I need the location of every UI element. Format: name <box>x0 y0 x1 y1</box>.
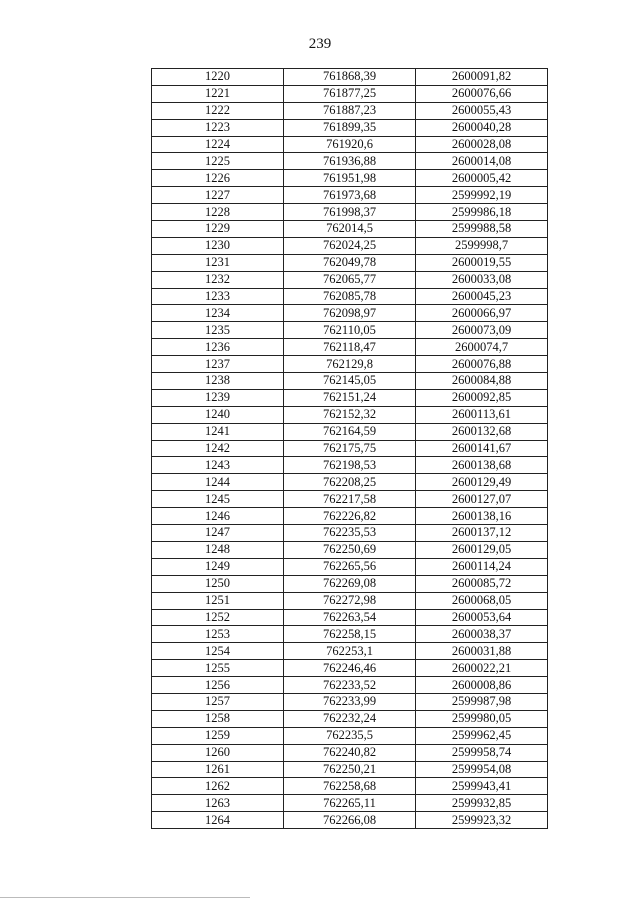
table-row <box>152 85 548 102</box>
point-number-cell: 1258 <box>152 710 284 727</box>
point-number-cell: 1254 <box>152 643 284 660</box>
y-coordinate-cell: 2599962,45 <box>416 727 548 744</box>
point-number-cell: 1261 <box>152 761 284 778</box>
y-coordinate-cell: 2600028,08 <box>416 136 548 153</box>
table-row <box>152 440 548 457</box>
y-coordinate-cell: 2600068,05 <box>416 592 548 609</box>
x-coordinate-cell: 761998,37 <box>284 204 416 221</box>
y-coordinate-cell: 2599988,58 <box>416 221 548 238</box>
point-number-cell: 1250 <box>152 575 284 592</box>
point-number-cell: 1248 <box>152 541 284 558</box>
point-number-cell: 1226 <box>152 170 284 187</box>
x-coordinate-cell: 762024,25 <box>284 237 416 254</box>
x-coordinate-cell: 762151,24 <box>284 389 416 406</box>
table-row <box>152 373 548 390</box>
point-number-cell: 1230 <box>152 237 284 254</box>
y-coordinate-cell: 2600132,68 <box>416 423 548 440</box>
x-coordinate-cell: 762065,77 <box>284 271 416 288</box>
table-row <box>152 525 548 542</box>
y-coordinate-cell: 2600114,24 <box>416 558 548 575</box>
point-number-cell: 1223 <box>152 119 284 136</box>
y-coordinate-cell: 2600091,82 <box>416 69 548 86</box>
point-number-cell: 1234 <box>152 305 284 322</box>
x-coordinate-cell: 761868,39 <box>284 69 416 86</box>
x-coordinate-cell: 762175,75 <box>284 440 416 457</box>
table-row <box>152 119 548 136</box>
y-coordinate-cell: 2600066,97 <box>416 305 548 322</box>
y-coordinate-cell: 2600129,05 <box>416 541 548 558</box>
point-number-cell: 1225 <box>152 153 284 170</box>
y-coordinate-cell: 2600073,09 <box>416 322 548 339</box>
x-coordinate-cell: 762263,54 <box>284 609 416 626</box>
x-coordinate-cell: 762266,08 <box>284 812 416 829</box>
table-row <box>152 508 548 525</box>
table-row <box>152 69 548 86</box>
table-row <box>152 693 548 710</box>
x-coordinate-cell: 761877,25 <box>284 85 416 102</box>
coordinates-table <box>151 68 548 829</box>
x-coordinate-cell: 762233,99 <box>284 693 416 710</box>
point-number-cell: 1228 <box>152 204 284 221</box>
y-coordinate-cell: 2600138,68 <box>416 457 548 474</box>
x-coordinate-cell: 762226,82 <box>284 508 416 525</box>
coordinates-table-body <box>152 69 548 829</box>
table-row <box>152 204 548 221</box>
table-row <box>152 423 548 440</box>
y-coordinate-cell: 2600014,08 <box>416 153 548 170</box>
x-coordinate-cell: 762250,69 <box>284 541 416 558</box>
point-number-cell: 1264 <box>152 812 284 829</box>
table-row <box>152 221 548 238</box>
table-row <box>152 761 548 778</box>
x-coordinate-cell: 762164,59 <box>284 423 416 440</box>
y-coordinate-cell: 2600031,88 <box>416 643 548 660</box>
table-row <box>152 153 548 170</box>
point-number-cell: 1233 <box>152 288 284 305</box>
y-coordinate-cell: 2599987,98 <box>416 693 548 710</box>
y-coordinate-cell: 2599954,08 <box>416 761 548 778</box>
table-row <box>152 660 548 677</box>
point-number-cell: 1229 <box>152 221 284 238</box>
table-row <box>152 356 548 373</box>
point-number-cell: 1239 <box>152 389 284 406</box>
table-row <box>152 457 548 474</box>
y-coordinate-cell: 2599998,7 <box>416 237 548 254</box>
x-coordinate-cell: 761951,98 <box>284 170 416 187</box>
x-coordinate-cell: 762269,08 <box>284 575 416 592</box>
y-coordinate-cell: 2600019,55 <box>416 254 548 271</box>
x-coordinate-cell: 762235,53 <box>284 525 416 542</box>
point-number-cell: 1238 <box>152 373 284 390</box>
x-coordinate-cell: 762250,21 <box>284 761 416 778</box>
table-row <box>152 744 548 761</box>
x-coordinate-cell: 762258,15 <box>284 626 416 643</box>
x-coordinate-cell: 762110,05 <box>284 322 416 339</box>
table-row <box>152 389 548 406</box>
y-coordinate-cell: 2600076,66 <box>416 85 548 102</box>
point-number-cell: 1262 <box>152 778 284 795</box>
table-row <box>152 795 548 812</box>
point-number-cell: 1240 <box>152 406 284 423</box>
point-number-cell: 1231 <box>152 254 284 271</box>
y-coordinate-cell: 2599986,18 <box>416 204 548 221</box>
x-coordinate-cell: 762265,11 <box>284 795 416 812</box>
point-number-cell: 1263 <box>152 795 284 812</box>
point-number-cell: 1243 <box>152 457 284 474</box>
y-coordinate-cell: 2600038,37 <box>416 626 548 643</box>
x-coordinate-cell: 762098,97 <box>284 305 416 322</box>
y-coordinate-cell: 2599932,85 <box>416 795 548 812</box>
point-number-cell: 1235 <box>152 322 284 339</box>
table-row <box>152 643 548 660</box>
y-coordinate-cell: 2600045,23 <box>416 288 548 305</box>
page-edge-line <box>0 897 250 898</box>
page-number: 239 <box>308 36 332 52</box>
table-row <box>152 305 548 322</box>
x-coordinate-cell: 762253,1 <box>284 643 416 660</box>
table-row <box>152 474 548 491</box>
x-coordinate-cell: 761887,23 <box>284 102 416 119</box>
table-row <box>152 626 548 643</box>
y-coordinate-cell: 2599923,32 <box>416 812 548 829</box>
table-row <box>152 237 548 254</box>
point-number-cell: 1221 <box>152 85 284 102</box>
point-number-cell: 1232 <box>152 271 284 288</box>
table-row <box>152 491 548 508</box>
y-coordinate-cell: 2600127,07 <box>416 491 548 508</box>
y-coordinate-cell: 2600040,28 <box>416 119 548 136</box>
y-coordinate-cell: 2600055,43 <box>416 102 548 119</box>
x-coordinate-cell: 762240,82 <box>284 744 416 761</box>
y-coordinate-cell: 2600022,21 <box>416 660 548 677</box>
point-number-cell: 1227 <box>152 187 284 204</box>
point-number-cell: 1253 <box>152 626 284 643</box>
table-row <box>152 558 548 575</box>
x-coordinate-cell: 762198,53 <box>284 457 416 474</box>
x-coordinate-cell: 762208,25 <box>284 474 416 491</box>
y-coordinate-cell: 2599980,05 <box>416 710 548 727</box>
point-number-cell: 1224 <box>152 136 284 153</box>
y-coordinate-cell: 2600084,88 <box>416 373 548 390</box>
table-row <box>152 170 548 187</box>
table-row <box>152 339 548 356</box>
table-row <box>152 710 548 727</box>
table-row <box>152 136 548 153</box>
table-row <box>152 592 548 609</box>
table-row <box>152 322 548 339</box>
y-coordinate-cell: 2600137,12 <box>416 525 548 542</box>
point-number-cell: 1252 <box>152 609 284 626</box>
x-coordinate-cell: 762129,8 <box>284 356 416 373</box>
point-number-cell: 1242 <box>152 440 284 457</box>
table-row <box>152 575 548 592</box>
table-row <box>152 102 548 119</box>
point-number-cell: 1237 <box>152 356 284 373</box>
y-coordinate-cell: 2600076,88 <box>416 356 548 373</box>
point-number-cell: 1256 <box>152 677 284 694</box>
table-row <box>152 271 548 288</box>
y-coordinate-cell: 2600138,16 <box>416 508 548 525</box>
x-coordinate-cell: 762272,98 <box>284 592 416 609</box>
point-number-cell: 1249 <box>152 558 284 575</box>
y-coordinate-cell: 2600033,08 <box>416 271 548 288</box>
table-row <box>152 187 548 204</box>
x-coordinate-cell: 762152,32 <box>284 406 416 423</box>
y-coordinate-cell: 2600074,7 <box>416 339 548 356</box>
table-row <box>152 254 548 271</box>
x-coordinate-cell: 761973,68 <box>284 187 416 204</box>
x-coordinate-cell: 761899,35 <box>284 119 416 136</box>
y-coordinate-cell: 2600008,86 <box>416 677 548 694</box>
point-number-cell: 1251 <box>152 592 284 609</box>
y-coordinate-cell: 2600085,72 <box>416 575 548 592</box>
y-coordinate-cell: 2600005,42 <box>416 170 548 187</box>
x-coordinate-cell: 762235,5 <box>284 727 416 744</box>
table-row <box>152 541 548 558</box>
y-coordinate-cell: 2600053,64 <box>416 609 548 626</box>
y-coordinate-cell: 2600141,67 <box>416 440 548 457</box>
x-coordinate-cell: 762232,24 <box>284 710 416 727</box>
x-coordinate-cell: 762246,46 <box>284 660 416 677</box>
y-coordinate-cell: 2599992,19 <box>416 187 548 204</box>
point-number-cell: 1220 <box>152 69 284 86</box>
table-row <box>152 778 548 795</box>
y-coordinate-cell: 2599943,41 <box>416 778 548 795</box>
table-row <box>152 609 548 626</box>
x-coordinate-cell: 762217,58 <box>284 491 416 508</box>
x-coordinate-cell: 761936,88 <box>284 153 416 170</box>
table-row <box>152 677 548 694</box>
point-number-cell: 1247 <box>152 525 284 542</box>
x-coordinate-cell: 762014,5 <box>284 221 416 238</box>
x-coordinate-cell: 762233,52 <box>284 677 416 694</box>
x-coordinate-cell: 762085,78 <box>284 288 416 305</box>
y-coordinate-cell: 2599958,74 <box>416 744 548 761</box>
x-coordinate-cell: 762145,05 <box>284 373 416 390</box>
x-coordinate-cell: 762118,47 <box>284 339 416 356</box>
point-number-cell: 1259 <box>152 727 284 744</box>
point-number-cell: 1246 <box>152 508 284 525</box>
point-number-cell: 1244 <box>152 474 284 491</box>
table-row <box>152 812 548 829</box>
x-coordinate-cell: 762258,68 <box>284 778 416 795</box>
point-number-cell: 1245 <box>152 491 284 508</box>
x-coordinate-cell: 762265,56 <box>284 558 416 575</box>
point-number-cell: 1241 <box>152 423 284 440</box>
x-coordinate-cell: 762049,78 <box>284 254 416 271</box>
point-number-cell: 1222 <box>152 102 284 119</box>
x-coordinate-cell: 761920,6 <box>284 136 416 153</box>
y-coordinate-cell: 2600113,61 <box>416 406 548 423</box>
y-coordinate-cell: 2600092,85 <box>416 389 548 406</box>
point-number-cell: 1257 <box>152 693 284 710</box>
table-row <box>152 288 548 305</box>
point-number-cell: 1236 <box>152 339 284 356</box>
point-number-cell: 1260 <box>152 744 284 761</box>
point-number-cell: 1255 <box>152 660 284 677</box>
y-coordinate-cell: 2600129,49 <box>416 474 548 491</box>
table-row <box>152 727 548 744</box>
table-row <box>152 406 548 423</box>
